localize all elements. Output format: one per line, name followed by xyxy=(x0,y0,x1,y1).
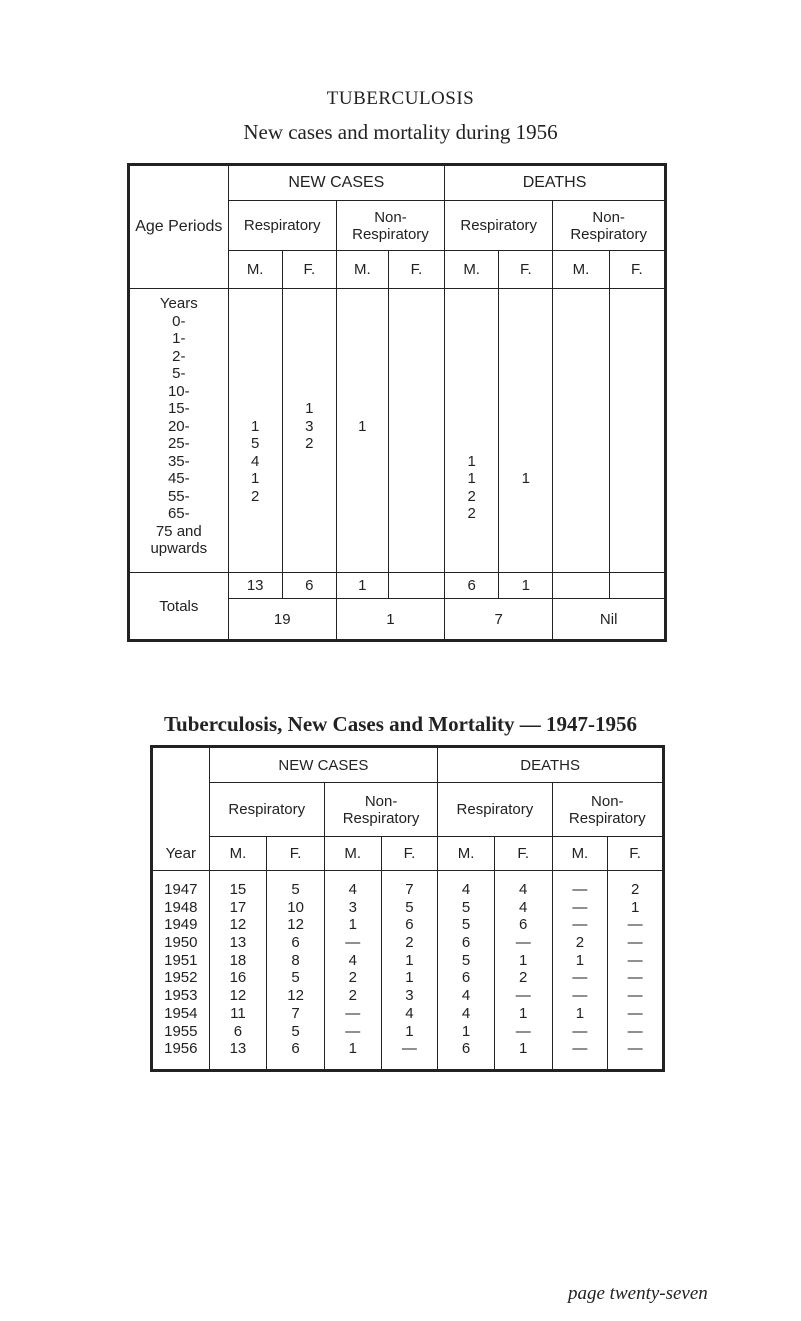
total-cell: 7 xyxy=(445,599,553,641)
d-nonresp-f-column xyxy=(609,289,665,573)
table-cell xyxy=(499,488,552,506)
table-cell xyxy=(553,295,608,313)
table-cell: 18 xyxy=(229,951,247,969)
table-cell: 65- xyxy=(167,505,190,522)
table-cell: 5 xyxy=(461,951,471,969)
table-cell xyxy=(389,365,444,383)
table-cell xyxy=(610,505,664,523)
table-cell: 12 xyxy=(287,987,304,1005)
table-cell: 12 xyxy=(287,916,304,934)
table-cell: 1 xyxy=(405,969,414,987)
table-cell: 4 xyxy=(461,881,471,898)
table-cell: 5 xyxy=(291,881,300,898)
table-cell: 1 xyxy=(630,898,640,916)
table-cell xyxy=(337,330,388,348)
table-cell xyxy=(389,505,444,523)
table-cell: 17 xyxy=(229,898,247,916)
table-cell: 4 xyxy=(348,881,357,898)
table-cell: 2- xyxy=(172,347,186,365)
table-cell: 1 xyxy=(467,470,476,487)
sex-header: M. xyxy=(209,837,267,871)
table-cell xyxy=(553,540,608,558)
table-cell xyxy=(610,435,664,453)
table-cell xyxy=(283,488,336,506)
table-cell xyxy=(553,365,608,383)
table-cell: 5 xyxy=(291,1022,300,1040)
table-cell xyxy=(229,295,282,313)
table-cell xyxy=(499,435,552,453)
table-cell xyxy=(283,523,336,541)
table-cell xyxy=(337,540,388,558)
table-cell: 3 xyxy=(305,417,314,435)
subtotal-cell xyxy=(553,573,609,599)
table-cell xyxy=(283,470,336,488)
sex-header: F. xyxy=(608,837,664,871)
table-cell xyxy=(283,453,336,471)
table-cell: 2 xyxy=(467,505,476,522)
nc-non-respiratory-header: Non- Respiratory xyxy=(336,201,444,251)
table-cell: 1952 xyxy=(164,969,198,987)
table-cell xyxy=(229,400,282,418)
table-cell xyxy=(229,383,282,401)
table-cell xyxy=(283,383,336,401)
table-cell xyxy=(499,348,552,366)
table-cell: 0- xyxy=(172,312,186,330)
table-cell xyxy=(229,523,282,541)
page-number: page twenty-seven xyxy=(568,1283,708,1304)
table-cell: 12 xyxy=(229,987,247,1005)
table-cell: — xyxy=(627,1022,643,1040)
table-cell: 1 xyxy=(575,1004,585,1022)
table-cell xyxy=(445,400,498,418)
table-cell xyxy=(337,348,388,366)
nc-nonresp-m-column xyxy=(324,871,381,1071)
table-cell xyxy=(553,418,608,436)
table-cell xyxy=(389,435,444,453)
table-cell: 1947 xyxy=(164,881,198,898)
subtotal-cell: 1 xyxy=(499,573,553,599)
d-nonresp-f-column xyxy=(608,871,664,1071)
table-cell: 1 xyxy=(250,417,260,435)
table-cell xyxy=(337,295,388,313)
table-cell: 25- xyxy=(167,435,190,452)
cases-1947-1956-table xyxy=(150,745,665,1072)
table-cell xyxy=(389,330,444,348)
table-cell: 6 xyxy=(233,1022,243,1040)
table-cell: 6 xyxy=(291,934,300,952)
table-cell: 1 xyxy=(405,951,414,969)
table-cell xyxy=(499,540,552,558)
table-cell: 12 xyxy=(229,916,247,934)
d-respiratory-header: Respiratory xyxy=(445,201,553,251)
table-cell xyxy=(610,400,664,418)
table-cell xyxy=(337,488,388,506)
table-cell: 2 xyxy=(519,969,528,987)
table-cell xyxy=(337,435,388,453)
table-cell xyxy=(445,348,498,366)
table-cell xyxy=(283,330,336,348)
table-cell: 1949 xyxy=(164,916,198,934)
table-cell xyxy=(229,365,282,383)
table-cell xyxy=(283,348,336,366)
table-cell: 15 xyxy=(229,881,247,898)
table-cell xyxy=(283,540,336,558)
table-cell: 1956 xyxy=(164,1040,198,1058)
table-cell xyxy=(283,505,336,523)
table-cell xyxy=(610,295,664,313)
table-cell: 2 xyxy=(575,934,585,952)
table-cell: — xyxy=(345,1022,361,1040)
d-respiratory-header: Respiratory xyxy=(438,783,552,837)
table-cell: — xyxy=(515,934,531,952)
subtotal-cell: 6 xyxy=(282,573,336,599)
table-cell: 4 xyxy=(519,898,528,916)
table-cell: 11 xyxy=(230,1004,246,1022)
table-cell xyxy=(499,295,552,313)
table-cell xyxy=(445,365,498,383)
table-cell xyxy=(337,365,388,383)
d-nonresp-m-column xyxy=(552,871,608,1071)
table-cell: 1951 xyxy=(164,951,198,969)
table-cell xyxy=(283,295,336,313)
cases-1956-table xyxy=(127,163,667,642)
table-cell xyxy=(337,505,388,523)
table-cell: 1954 xyxy=(164,1004,198,1022)
table-cell xyxy=(610,418,664,436)
nc-resp-m-column xyxy=(228,289,282,573)
table-cell xyxy=(389,540,444,558)
nc-nonresp-m-column xyxy=(336,289,388,573)
table-cell xyxy=(553,330,608,348)
table-cell xyxy=(445,540,498,558)
sex-header: M. xyxy=(336,251,388,289)
table-cell xyxy=(499,418,552,436)
table-cell: 5 xyxy=(461,898,471,916)
table-cell: 1- xyxy=(172,330,186,347)
d-resp-m-column xyxy=(438,871,495,1071)
table-cell: 13 xyxy=(229,934,247,952)
nc-respiratory-header: Respiratory xyxy=(209,783,324,837)
table-cell: 1 xyxy=(519,1004,528,1022)
table-cell xyxy=(553,523,608,541)
table-cell: 2 xyxy=(467,487,476,505)
table-cell xyxy=(389,418,444,436)
table-cell xyxy=(445,418,498,436)
table-cell: 1955 xyxy=(164,1022,198,1040)
table-cell xyxy=(389,488,444,506)
sex-header: F. xyxy=(267,837,325,871)
sex-header: F. xyxy=(282,251,336,289)
table-cell: 4 xyxy=(461,1004,471,1022)
table-cell: — xyxy=(627,1004,643,1022)
table-cell: 1 xyxy=(358,417,367,435)
table-cell: 1 xyxy=(467,452,476,470)
table-cell: 8 xyxy=(291,951,300,969)
totals-label: Totals xyxy=(129,573,229,641)
table-cell: — xyxy=(572,1022,588,1040)
sex-header: F. xyxy=(381,837,438,871)
d-non-respiratory-header: Non- Respiratory xyxy=(553,201,666,251)
year-header: Year xyxy=(152,747,210,871)
table-cell: 4 xyxy=(250,452,260,470)
table-cell xyxy=(610,470,664,488)
table-cell: 75 and xyxy=(155,522,202,540)
table-cell xyxy=(553,400,608,418)
table-cell xyxy=(499,505,552,523)
table-cell xyxy=(499,453,552,471)
table-cell xyxy=(389,523,444,541)
new-cases-header: NEW CASES xyxy=(209,747,438,783)
table-cell xyxy=(389,400,444,418)
table-cell: — xyxy=(401,1040,417,1058)
table-cell: 1 xyxy=(519,951,528,969)
sex-header: M. xyxy=(438,837,495,871)
table-cell xyxy=(499,365,552,383)
table-cell: 55- xyxy=(167,487,190,505)
table-cell xyxy=(553,470,608,488)
table-cell xyxy=(229,313,282,331)
table-cell xyxy=(283,365,336,383)
table-cell xyxy=(610,488,664,506)
table-cell xyxy=(610,365,664,383)
d-nonresp-m-column xyxy=(553,289,609,573)
table-cell xyxy=(445,313,498,331)
table-cell xyxy=(553,313,608,331)
sex-header: M. xyxy=(445,251,499,289)
section-title: Tuberculosis, New Cases and Mortality — 1947-1956 xyxy=(163,712,638,736)
table-cell xyxy=(337,383,388,401)
table-cell: 2 xyxy=(630,881,640,898)
table-cell: Years xyxy=(159,295,198,312)
d-resp-f-column xyxy=(494,871,552,1071)
table-cell xyxy=(229,348,282,366)
table-cell: 1 xyxy=(348,1040,357,1058)
table-cell: 6 xyxy=(461,1040,471,1058)
new-cases-header: NEW CASES xyxy=(228,165,445,201)
sex-header: F. xyxy=(388,251,444,289)
table-cell: 4 xyxy=(461,987,471,1005)
table-cell: — xyxy=(572,916,588,934)
table-cell: — xyxy=(515,1022,531,1040)
table-cell: 1 xyxy=(521,470,530,487)
sex-header: F. xyxy=(494,837,552,871)
table-cell: 1 xyxy=(519,1040,528,1058)
sex-header: M. xyxy=(228,251,282,289)
table-cell xyxy=(610,453,664,471)
table-cell xyxy=(337,470,388,488)
table-cell xyxy=(610,330,664,348)
table-cell xyxy=(283,313,336,331)
table-cell: 6 xyxy=(461,934,471,952)
age-column xyxy=(129,289,229,573)
subtotal-cell: 13 xyxy=(228,573,282,599)
page-title: TUBERCULOSIS xyxy=(326,88,475,109)
table-cell: 10 xyxy=(287,898,304,916)
table-cell: — xyxy=(627,969,643,987)
table-cell: 3 xyxy=(405,987,414,1005)
sex-header: M. xyxy=(553,251,609,289)
table-cell: 13 xyxy=(229,1040,247,1058)
table-cell: — xyxy=(627,987,643,1005)
table-cell: 16 xyxy=(229,969,247,987)
table-cell: 2 xyxy=(348,969,357,987)
table-cell: — xyxy=(345,934,361,952)
sex-header: F. xyxy=(499,251,553,289)
table-cell: 1 xyxy=(461,1022,471,1040)
table-cell xyxy=(445,295,498,313)
table-cell xyxy=(445,383,498,401)
table-cell: 4 xyxy=(405,1004,414,1022)
table-cell xyxy=(553,488,608,506)
table-cell: 1 xyxy=(405,1022,414,1040)
table-cell: 2 xyxy=(250,487,260,505)
table-cell xyxy=(389,295,444,313)
table-cell: 1950 xyxy=(164,934,198,952)
table-cell: 2 xyxy=(405,934,414,952)
table-cell: 6 xyxy=(405,916,414,934)
table-cell xyxy=(610,540,664,558)
total-cell: 1 xyxy=(336,599,444,641)
table-cell xyxy=(445,435,498,453)
table-cell: 2 xyxy=(305,435,314,452)
nc-resp-m-column xyxy=(209,871,267,1071)
table-cell: — xyxy=(572,898,588,916)
table-cell: 1 xyxy=(305,400,314,417)
subtotal-cell: 6 xyxy=(445,573,499,599)
table-cell xyxy=(553,435,608,453)
table-cell: 1 xyxy=(348,916,357,934)
table-cell xyxy=(229,330,282,348)
table-cell xyxy=(337,523,388,541)
sex-header: F. xyxy=(609,251,665,289)
age-periods-header: Age Periods xyxy=(129,165,229,289)
table-cell: 7 xyxy=(405,881,414,898)
table-cell: — xyxy=(627,951,643,969)
subtotal-cell xyxy=(609,573,665,599)
deaths-header: DEATHS xyxy=(445,165,666,201)
nc-nonresp-f-column xyxy=(381,871,438,1071)
table-cell: 7 xyxy=(291,1004,300,1022)
table-cell: 15- xyxy=(167,400,190,417)
table-cell xyxy=(499,313,552,331)
d-resp-f-column xyxy=(499,289,553,573)
table-cell: — xyxy=(572,1040,588,1058)
table-cell: 5 xyxy=(461,916,471,934)
table-cell xyxy=(389,313,444,331)
table-cell: — xyxy=(515,987,531,1005)
table-cell: — xyxy=(345,1004,361,1022)
table-cell xyxy=(389,453,444,471)
table-cell xyxy=(610,313,664,331)
sex-header: M. xyxy=(324,837,381,871)
table-cell: — xyxy=(627,1040,643,1058)
total-cell: Nil xyxy=(553,599,666,641)
table-cell: 4 xyxy=(519,881,528,898)
d-non-respiratory-header: Non- Respiratory xyxy=(552,783,663,837)
table-cell: — xyxy=(572,881,588,898)
table-cell xyxy=(553,453,608,471)
table-cell: — xyxy=(627,934,643,952)
table-cell xyxy=(553,348,608,366)
nc-nonresp-f-column xyxy=(388,289,444,573)
table-cell xyxy=(610,348,664,366)
table-cell: 1948 xyxy=(164,898,198,916)
subtotal-cell: 1 xyxy=(336,573,388,599)
table-cell: — xyxy=(572,987,588,1005)
table-cell: 5 xyxy=(405,898,414,916)
sex-header: M. xyxy=(552,837,608,871)
table-cell xyxy=(445,523,498,541)
table-cell xyxy=(553,505,608,523)
table-cell xyxy=(499,383,552,401)
table-cell: 6 xyxy=(291,1040,300,1058)
total-cell: 19 xyxy=(228,599,336,641)
table-cell xyxy=(445,330,498,348)
table-cell: 3 xyxy=(348,898,357,916)
table-cell xyxy=(337,400,388,418)
table-cell: 35- xyxy=(167,452,190,470)
table-cell: 6 xyxy=(461,969,471,987)
table-cell: 1953 xyxy=(164,987,198,1005)
table-cell: 6 xyxy=(519,916,528,934)
table-cell: 20- xyxy=(167,417,190,435)
table-cell: — xyxy=(627,916,643,934)
table-cell xyxy=(337,453,388,471)
table-cell xyxy=(229,540,282,558)
table-cell: 5- xyxy=(172,365,186,382)
deaths-header: DEATHS xyxy=(438,747,664,783)
table-cell xyxy=(610,523,664,541)
table-cell: 5 xyxy=(291,969,300,987)
nc-resp-f-column xyxy=(282,289,336,573)
table-cell xyxy=(499,330,552,348)
table-cell: 45- xyxy=(167,470,190,487)
page-subtitle: New cases and mortality during 1956 xyxy=(243,120,558,144)
table-cell: 5 xyxy=(250,435,260,452)
table-cell xyxy=(499,523,552,541)
subtotal-cell xyxy=(388,573,444,599)
nc-non-respiratory-header: Non- Respiratory xyxy=(324,783,437,837)
table-cell xyxy=(610,383,664,401)
d-resp-m-column xyxy=(445,289,499,573)
table-cell: 2 xyxy=(348,987,357,1005)
table-cell xyxy=(229,505,282,523)
nc-resp-f-column xyxy=(267,871,325,1071)
table-cell xyxy=(499,400,552,418)
year-column xyxy=(152,871,210,1071)
table-cell: 4 xyxy=(348,951,357,969)
nc-respiratory-header: Respiratory xyxy=(228,201,336,251)
table-cell xyxy=(337,313,388,331)
table-cell: upwards xyxy=(150,540,208,557)
table-cell xyxy=(389,348,444,366)
table-cell: 1 xyxy=(250,470,260,487)
table-cell xyxy=(389,383,444,401)
table-cell xyxy=(389,470,444,488)
table-cell: 1 xyxy=(575,951,585,969)
table-cell xyxy=(553,383,608,401)
table-cell: 10- xyxy=(167,382,190,400)
table-cell: — xyxy=(572,969,588,987)
